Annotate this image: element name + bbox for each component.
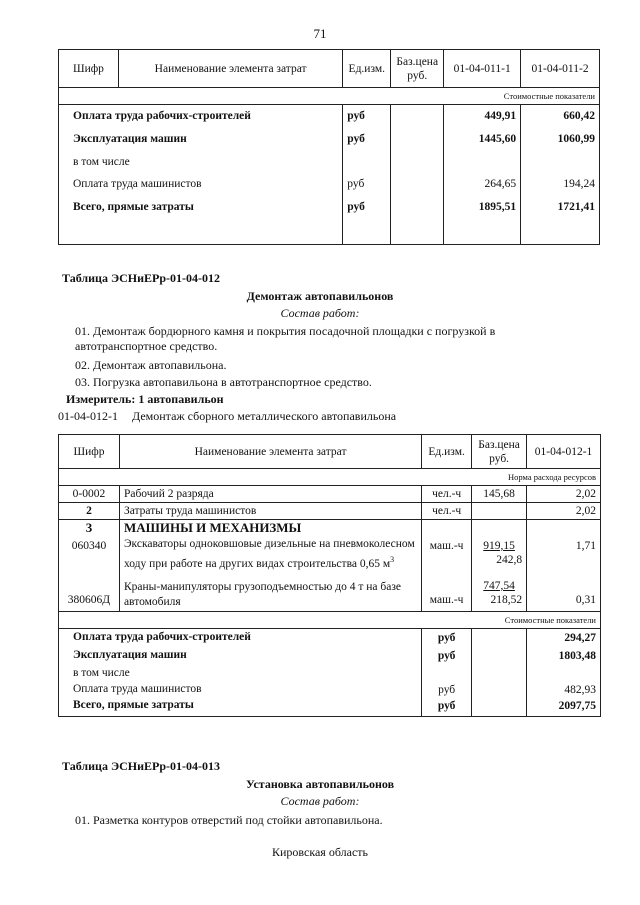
table-cell-value: 1895,51 xyxy=(478,201,517,213)
cost-row-value: 1803,48 xyxy=(558,649,596,662)
row-price: 747,54 xyxy=(483,580,515,592)
cost-row-name: Всего, прямые затраты xyxy=(73,698,194,711)
table-row-name: в том числе xyxy=(73,156,130,168)
row-price-secondary: 242,8 xyxy=(496,554,523,566)
table-row xyxy=(59,520,601,612)
col-header-unit: Ед.изм. xyxy=(343,50,391,88)
item-code: 01-04-012-1 xyxy=(58,409,118,423)
col-header-price: Баз.цена руб. xyxy=(472,435,527,469)
row-code: 380606Д xyxy=(67,594,111,606)
col-header-unit: Ед.изм. xyxy=(422,435,472,469)
table-cell-value: 1445,60 xyxy=(478,133,517,145)
superscript: 3 xyxy=(390,555,395,564)
col-header-code: Шифр xyxy=(59,435,120,469)
col-header-name: Наименование элемента затрат xyxy=(118,50,342,88)
col-header-name: Наименование элемента затрат xyxy=(119,435,421,469)
group-name: МАШИНЫ И МЕХАНИЗМЫ xyxy=(123,520,302,535)
group-code: 3 xyxy=(85,520,93,535)
table-row xyxy=(59,503,601,520)
row-value: 0,31 xyxy=(575,594,596,606)
cost-row-value: 294,27 xyxy=(564,631,596,644)
section-heading: Демонтаж автопавильонов xyxy=(246,289,394,303)
row-price: 145,68 xyxy=(472,486,527,503)
cost-row-name: в том числе xyxy=(73,666,130,679)
table-cell-value: 1721,41 xyxy=(557,201,595,213)
work-step: 01. Разметка контуров отверстий под стойки автопавильона. xyxy=(75,813,383,827)
row-price xyxy=(472,503,527,520)
table-cell-value: 660,42 xyxy=(563,110,595,122)
table-cell-value: 449,91 xyxy=(484,110,517,122)
table-cell-unit: руб xyxy=(347,201,365,213)
row-unit: маш.-ч xyxy=(429,594,464,606)
row-price-secondary: 218,52 xyxy=(490,594,523,606)
cost-row-unit: руб xyxy=(437,631,456,644)
work-step: 03. Погрузка автопавильона в автотранспортное средство. xyxy=(75,375,372,389)
cost-label: Стоимостные показатели xyxy=(59,611,601,628)
section-label: Стоимостные показатели xyxy=(59,88,600,105)
table-title: Таблица ЭСНиЕРр-01-04-013 xyxy=(62,759,221,773)
cost-row-value: 482,93 xyxy=(564,683,596,696)
cost-table-1 xyxy=(58,49,600,245)
section-heading: Установка автопавильонов xyxy=(245,777,395,791)
cost-row-name: Оплата труда рабочих-строителей xyxy=(73,630,251,643)
footer-region: Кировская область xyxy=(271,845,368,859)
row-value: 2,02 xyxy=(527,503,601,520)
table-cell-value: 1060,99 xyxy=(557,133,595,145)
page-number: 71 xyxy=(313,26,327,41)
cost-row-unit: руб xyxy=(437,649,456,662)
measure-unit: Измеритель: 1 автопавильон xyxy=(66,392,224,406)
cost-row-value: 2097,75 xyxy=(558,699,596,712)
cost-row-name: Эксплуатация машин xyxy=(73,648,187,661)
col-header-item2: 01-04-011-2 xyxy=(521,50,600,88)
row-name: Затраты труда машинистов xyxy=(119,503,421,520)
col-header-item1: 01-04-011-1 xyxy=(444,50,521,88)
row-value: 1,71 xyxy=(575,540,596,552)
col-header-code: Шифр xyxy=(59,50,119,88)
row-unit: чел.-ч xyxy=(422,503,472,520)
resource-table xyxy=(58,434,601,717)
work-step: 02. Демонтаж автопавильона. xyxy=(75,358,227,372)
norm-label: Норма расхода ресурсов xyxy=(59,469,601,486)
row-code: 0-0002 xyxy=(59,486,120,503)
item-name: Демонтаж сборного металлического автопавильона xyxy=(132,409,397,423)
table-row-name: Оплата труда машинистов xyxy=(73,178,202,190)
table-cell-unit: руб xyxy=(347,133,365,145)
table-cell-unit: руб xyxy=(347,110,365,122)
table-cell-unit: руб xyxy=(347,178,365,190)
row-price: 919,15 xyxy=(483,540,515,552)
cost-row-unit: руб xyxy=(437,699,456,712)
table-row-name: Всего, прямые затраты xyxy=(73,201,194,213)
cost-row-name: Оплата труда машинистов xyxy=(73,682,202,695)
table-cell-value: 264,65 xyxy=(484,178,517,190)
table-title: Таблица ЭСНиЕРр-01-04-012 xyxy=(62,271,221,285)
row-value: 2,02 xyxy=(527,486,601,503)
row-code: 2 xyxy=(59,503,120,520)
row-unit: маш.-ч xyxy=(429,540,464,552)
table-row-name: Оплата труда рабочих-строителей xyxy=(73,110,251,122)
row-code: 060340 xyxy=(71,540,107,552)
work-step: 01. Демонтаж бордюрного камня и покрытия посадочной площадки с погрузкой в автотранспортное средство. xyxy=(75,324,496,353)
section-subheading: Состав работ: xyxy=(280,306,360,320)
cost-row-unit: руб xyxy=(438,683,456,696)
section-subheading: Состав работ: xyxy=(280,794,360,808)
row-name: Экскаваторы одноковшовые дизельные на пневмоколесном ходу при работе на других видах строительства 0,65 м xyxy=(123,538,415,570)
table-cell-value: 194,24 xyxy=(563,178,595,190)
row-name: Рабочий 2 разряда xyxy=(119,486,421,503)
col-header-price: Баз.цена руб. xyxy=(391,50,444,88)
row-name: Краны-манипуляторы грузоподъемностью до 4 т на базе автомобиля xyxy=(123,580,402,608)
table-row xyxy=(59,486,601,503)
row-unit: чел.-ч xyxy=(422,486,472,503)
col-header-item: 01-04-012-1 xyxy=(527,435,601,469)
table-row-name: Эксплуатация машин xyxy=(73,133,187,145)
